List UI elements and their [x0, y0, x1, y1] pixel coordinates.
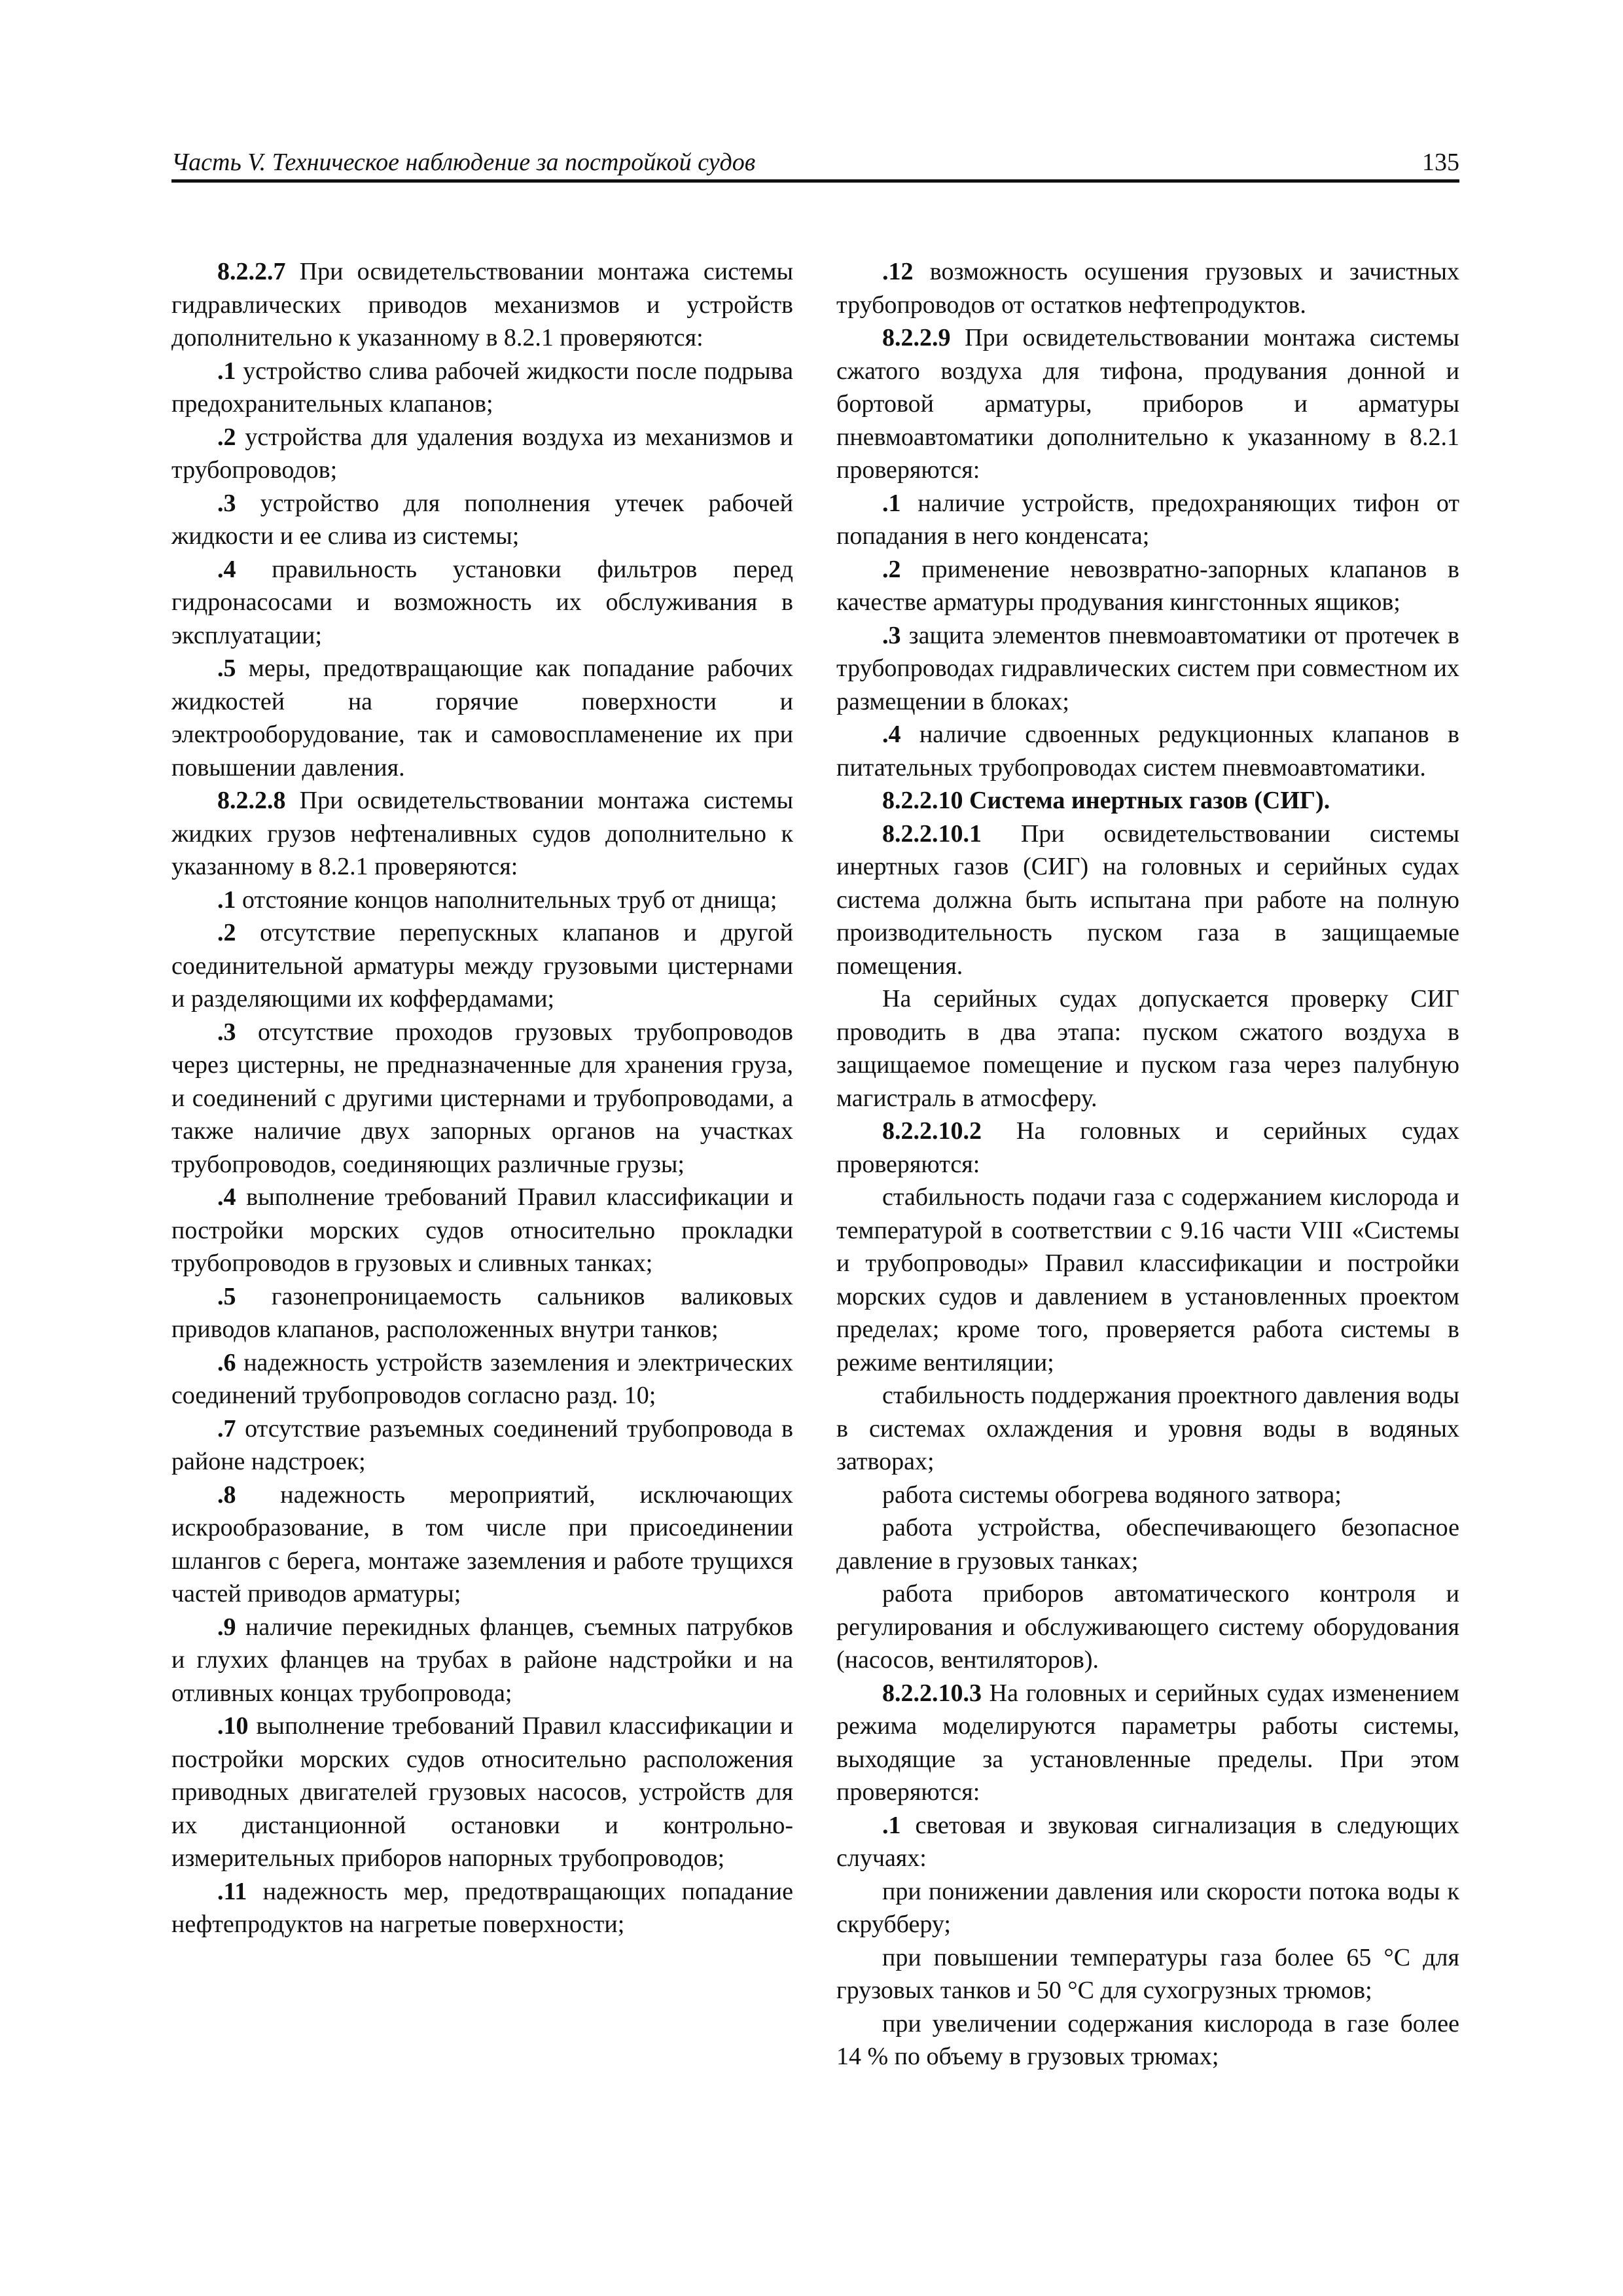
paragraph	[836, 255, 1459, 321]
paragraph	[836, 321, 1459, 487]
paragraph	[171, 916, 793, 1016]
clause-number: .1	[217, 886, 236, 914]
clause-number: 8.2.2.10.1	[882, 819, 982, 848]
clause-number: .1	[882, 489, 901, 517]
paragraph	[836, 1115, 1459, 1181]
paragraph-text: На головных и серийных судах проверяются:	[836, 1117, 1459, 1178]
paragraph	[836, 817, 1459, 983]
paragraph-text: наличие перекидных фланцев, съемных патрубков и глухих фланцев на трубах в районе надстройки и на отливных концах трубопровода;	[171, 1613, 793, 1707]
paragraph	[836, 1577, 1459, 1677]
paragraph	[171, 1181, 793, 1280]
paragraph-text: работа приборов автоматического контроля и регулирования и обслуживающего систему оборудования (насосов, вентиляторов).	[836, 1580, 1459, 1674]
paragraph	[836, 1941, 1459, 2007]
paragraph	[171, 421, 793, 487]
paragraph-text: при повышении температуры газа более 65 °С для грузовых танков и 50 °С для сухогрузных трюмов;	[836, 1943, 1459, 2004]
paragraph-text: возможность осушения грузовых и зачистных трубопроводов от остатков нефтепродуктов.	[836, 258, 1459, 319]
paragraph	[836, 487, 1459, 553]
paragraph	[171, 1611, 793, 1710]
paragraph-text: применение невозвратно-запорных клапанов в качестве арматуры продувания кингстонных ящиков;	[836, 555, 1459, 616]
clause-number: .12	[882, 258, 914, 285]
left-column	[171, 255, 793, 1941]
paragraph	[836, 1809, 1459, 1875]
clause-number: .10	[217, 1712, 249, 1740]
clause-number: .1	[882, 1811, 901, 1839]
paragraph	[836, 1479, 1459, 1512]
paragraph	[171, 1875, 793, 1941]
clause-number: .6	[217, 1348, 236, 1376]
paragraph-text: На серийных судах допускается проверку СИГ проводить в два этапа: пуском сжатого воздуха в защищаемое помещение и пуском газа через палубную магистраль в атмосферу.	[836, 985, 1459, 1112]
paragraph	[836, 718, 1459, 784]
clause-number: .3	[882, 621, 901, 649]
clause-number: .7	[217, 1414, 236, 1443]
paragraph	[171, 1016, 793, 1181]
paragraph	[171, 553, 793, 653]
paragraph-text: правильность установки фильтров перед гидронасосами и возможность их обслуживания в эксплуатации;	[171, 555, 793, 649]
paragraph	[171, 652, 793, 784]
paragraph-text: отсутствие проходов грузовых трубопроводов через цистерны, не предназначенные для хранения груза, и соединений с другими цистернами и трубопроводами, а также наличие двух запорных органов на участках трубопроводов, соединяющих различные грузы;	[171, 1018, 793, 1178]
paragraph	[836, 1677, 1459, 1809]
clause-number: .5	[217, 655, 236, 682]
paragraph-text: При освидетельствовании монтажа системы гидравлических приводов механизмов и устройств дополнительно к указанному в 8.2.1 проверяются:	[171, 258, 793, 351]
paragraph-text: при понижении давления или скорости потока воды к скрубберу;	[836, 1877, 1459, 1938]
right-column	[836, 255, 1459, 2073]
running-header-title: Часть V. Техническое наблюдение за постройкой судов	[171, 149, 756, 176]
paragraph	[836, 1511, 1459, 1577]
paragraph	[171, 1710, 793, 1875]
paragraph-text: отстояние концов наполнительных труб от днища;	[236, 886, 777, 914]
paragraph-text: устройство для пополнения утечек рабочей жидкости и ее слива из системы;	[171, 489, 793, 550]
clause-number: .9	[217, 1613, 236, 1641]
paragraph-text: отсутствие разъемных соединений трубопровода в районе надстроек;	[171, 1414, 793, 1475]
paragraph-text: отсутствие перепускных клапанов и другой соединительной арматуры между грузовыми цистернами и разделяющими их коффердамами;	[171, 919, 793, 1013]
clause-number: 8.2.2.10 Система инертных газов (СИГ).	[882, 787, 1330, 814]
paragraph-text: выполнение требований Правил классификации и постройки морских судов относительно расположения приводных двигателей грузовых насосов, устройств для их дистанционной остановки и контрольно-измерительных приборов напорных трубопроводов;	[171, 1712, 793, 1872]
paragraph	[171, 355, 793, 421]
clause-number: .2	[882, 555, 901, 583]
paragraph-text: При освидетельствовании монтажа системы сжатого воздуха для тифона, продувания донной и бортовой арматуры, приборов и арматуры пневмоавтоматики дополнительно к указанному в 8.2.1 проверяются:	[836, 324, 1459, 484]
paragraph-text: работа системы обогрева водяного затвора;	[882, 1480, 1342, 1509]
clause-number: .4	[217, 1183, 236, 1211]
paragraph-text: меры, предотвращающие как попадание рабочих жидкостей на горячие поверхности и электрооборудование, так и самовоспламенение их при повышении давления.	[171, 655, 793, 781]
paragraph	[171, 1346, 793, 1412]
paragraph	[836, 1875, 1459, 1941]
paragraph-text: надежность мер, предотвращающих попадание нефтепродуктов на нагретые поверхности;	[171, 1877, 793, 1938]
paragraph	[171, 1479, 793, 1611]
running-header	[171, 143, 1459, 183]
paragraph	[171, 884, 793, 917]
paragraph-text: надежность мероприятий, исключающих искрообразование, в том числе при присоединении шлангов с берега, монтаже заземления и работе трущихся частей приводов арматуры;	[171, 1480, 793, 1607]
clause-number: 8.2.2.10.2	[882, 1117, 982, 1145]
clause-number: .3	[217, 489, 236, 517]
clause-number: .4	[882, 721, 901, 748]
paragraph-text: При освидетельствовании системы инертных газов (СИГ) на головных и серийных судах система должна быть испытана при работе на полную производительность пуском газа в защищаемые помещения.	[836, 819, 1459, 980]
clause-number: .3	[217, 1018, 236, 1046]
paragraph	[836, 619, 1459, 719]
clause-number: 8.2.2.8	[217, 787, 286, 814]
paragraph	[171, 1412, 793, 1479]
paragraph-text: стабильность поддержания проектного давления воды в системах охлаждения и уровня воды в водяных затворах;	[836, 1382, 1459, 1475]
paragraph-text: газонепроницаемость сальников валиковых приводов клапанов, расположенных внутри танков;	[171, 1282, 793, 1343]
clause-number: .1	[217, 357, 236, 385]
paragraph-text: устройство слива рабочей жидкости после подрыва предохранительных клапанов;	[171, 357, 793, 418]
paragraph	[171, 784, 793, 884]
paragraph-text: при увеличении содержания кислорода в газе более 14 % по объему в грузовых трюмах;	[836, 2009, 1459, 2070]
paragraph	[836, 982, 1459, 1115]
paragraph-text: работа устройства, обеспечивающего безопасное давление в грузовых танках;	[836, 1514, 1459, 1575]
paragraph	[836, 1181, 1459, 1379]
paragraph-text: защита элементов пневмоавтоматики от протечек в трубопроводах гидравлических систем при совместном их размещении в блоках;	[836, 621, 1459, 715]
paragraph	[836, 2007, 1459, 2073]
paragraph-text: стабильность подачи газа с содержанием кислорода и температурой в соответствии с 9.16 части VIII «Системы и трубопроводы» Правил классификации и постройки морских судов и давлением в установленных проектом пределах; кроме того, проверяется работа системы в режиме вентиляции;	[836, 1183, 1459, 1376]
clause-number: 8.2.2.9	[882, 324, 951, 351]
clause-number: .8	[217, 1480, 236, 1509]
clause-number: .2	[217, 423, 236, 451]
clause-number: .11	[217, 1877, 247, 1905]
paragraph-text: устройства для удаления воздуха из механизмов и трубопроводов;	[171, 423, 793, 484]
page-number: 135	[1422, 149, 1459, 176]
paragraph	[836, 784, 1459, 817]
paragraph	[836, 1379, 1459, 1479]
paragraph	[171, 487, 793, 553]
clause-number: .4	[217, 555, 236, 583]
paragraph-text: наличие сдвоенных редукционных клапанов в питательных трубопроводах систем пневмоавтоматики.	[836, 721, 1459, 781]
clause-number: .2	[217, 919, 236, 946]
paragraph-text: выполнение требований Правил классификации и постройки морских судов относительно прокладки трубопроводов в грузовых и сливных танках;	[171, 1183, 793, 1277]
paragraph-text: световая и звуковая сигнализация в следующих случаях:	[836, 1811, 1459, 1872]
paragraph-text: На головных и серийных судах изменением режима моделируются параметры работы системы, выходящие за установленные пределы. При этом проверяются:	[836, 1679, 1459, 1806]
paragraph	[171, 255, 793, 355]
paragraph-text: наличие устройств, предохраняющих тифон от попадания в него конденсата;	[836, 489, 1459, 550]
paragraph-text: При освидетельствовании монтажа системы жидких грузов нефтеналивных судов дополнительно к указанному в 8.2.1 проверяются:	[171, 787, 793, 880]
clause-number: .5	[217, 1282, 236, 1310]
paragraph-text: надежность устройств заземления и электрических соединений трубопроводов согласно разд. 10;	[171, 1348, 793, 1409]
clause-number: 8.2.2.7	[217, 258, 286, 285]
clause-number: 8.2.2.10.3	[882, 1679, 982, 1707]
paragraph	[836, 553, 1459, 619]
paragraph	[171, 1280, 793, 1346]
